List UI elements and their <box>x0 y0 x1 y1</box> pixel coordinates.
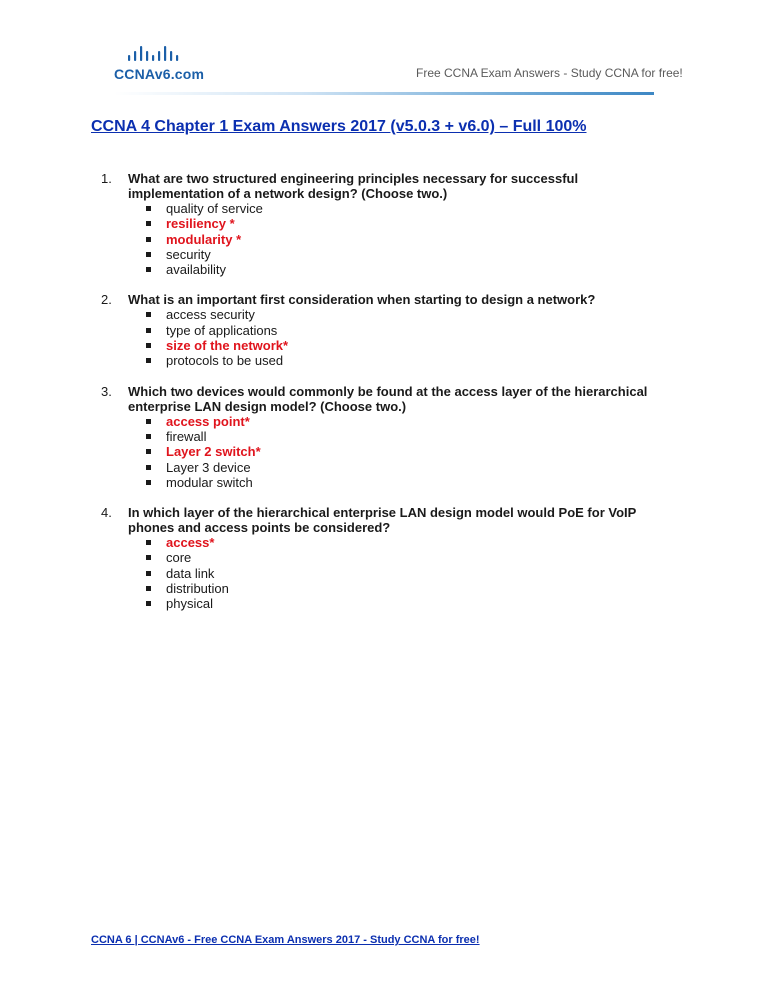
page-title[interactable]: CCNA 4 Chapter 1 Exam Answers 2017 (v5.0.3 + v6.0) – Full 100% <box>91 118 587 135</box>
page-header <box>0 0 768 100</box>
answer-options <box>0 307 768 368</box>
answer-option: protocols to be used <box>166 353 768 368</box>
answer-option: distribution <box>166 581 768 596</box>
question-item <box>0 505 768 611</box>
correct-answer-option: modularity * <box>166 232 768 247</box>
answer-option: access security <box>166 307 768 322</box>
header-divider <box>114 92 654 95</box>
answer-option: type of applications <box>166 323 768 338</box>
question-item <box>0 292 768 368</box>
logo-text: CCNAv6.com <box>114 66 205 82</box>
question-text: Which two devices would commonly be found at the access layer of the hierarchical enterprise LAN design model? (Choose two.) <box>128 383 648 414</box>
correct-answer-option: resiliency * <box>166 216 768 231</box>
answer-option: availability <box>166 262 768 277</box>
answer-option: core <box>166 550 768 565</box>
correct-answer-option: Layer 2 switch* <box>166 444 768 459</box>
site-logo[interactable] <box>114 44 204 86</box>
answer-option: physical <box>166 596 768 611</box>
question-list <box>0 171 768 627</box>
question-number: 3. <box>101 383 112 399</box>
question-number: 2. <box>101 292 112 308</box>
cisco-bars-icon <box>128 44 188 64</box>
footer-link[interactable]: CCNA 6 | CCNAv6 - Free CCNA Exam Answers 2017 - Study CCNA for free! <box>91 934 480 946</box>
answer-option: modular switch <box>166 475 768 490</box>
question-number: 1. <box>101 171 112 186</box>
answer-option: firewall <box>166 429 768 444</box>
question-number: 4. <box>101 505 112 521</box>
question-text: What are two structured engineering principles necessary for successful implementation of a network design? (Choose two.) <box>128 171 579 201</box>
answer-option: Layer 3 device <box>166 460 768 475</box>
correct-answer-option: access* <box>166 535 768 550</box>
question-item <box>0 171 768 277</box>
correct-answer-option: size of the network* <box>166 338 768 353</box>
correct-answer-option: access point* <box>166 414 768 429</box>
answer-options <box>0 535 768 611</box>
answer-option: security <box>166 247 768 262</box>
question-text: What is an important first consideration when starting to design a network? <box>128 292 596 308</box>
question-text: In which layer of the hierarchical enterprise LAN design model would PoE for VoIP phones and access points be considered? <box>128 505 637 536</box>
answer-options <box>0 201 768 277</box>
answer-options <box>0 414 768 490</box>
answer-option: data link <box>166 566 768 581</box>
header-tagline: Free CCNA Exam Answers - Study CCNA for free! <box>416 66 683 80</box>
question-item <box>0 384 768 490</box>
answer-option: quality of service <box>166 201 768 216</box>
